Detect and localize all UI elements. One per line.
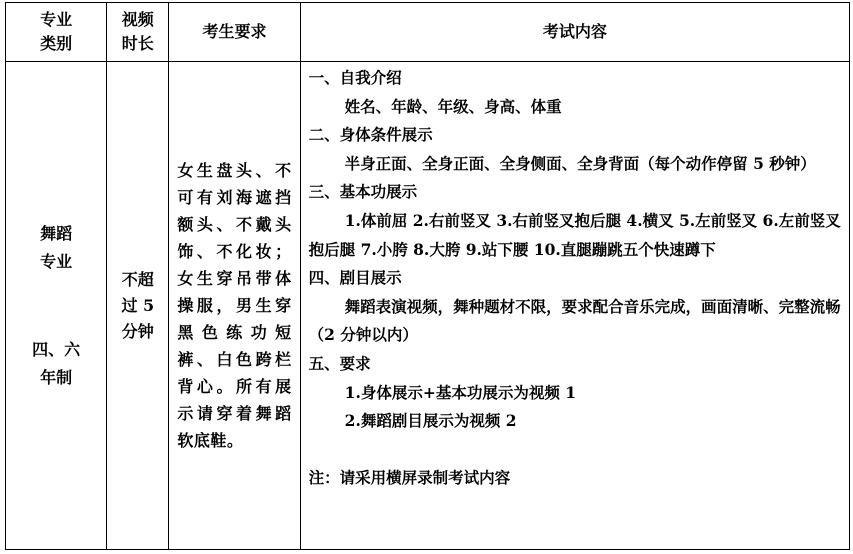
header-duration-line1: 视频 [121, 10, 154, 29]
program-line2: 年制 [40, 367, 73, 387]
duration-line1: 不超 [121, 269, 154, 289]
header-duration-line2: 时长 [121, 34, 154, 53]
requirements-cell: 女生盘头、不可有刘海遮挡额头、不戴头饰、不化妆；女生穿吊带体操服，男生穿黑色练功短裤、白色跨栏背心。所有展示请穿着舞蹈软底鞋。 [169, 62, 300, 550]
section-5-item-1: 1.身体展示+基本功展示为视频 1 [344, 382, 577, 402]
program-line1: 四、六 [32, 339, 81, 359]
section-5-title: 五、要求 [308, 353, 371, 373]
header-video-duration [107, 3, 169, 62]
duration-line2: 过 5 [121, 295, 155, 315]
section-5-item-2: 2.舞蹈剧目展示为视频 2 [344, 411, 517, 431]
section-2-text: 半身正面、全身正面、全身侧面、全身背面（每个动作停留 5 秒钟） [344, 153, 816, 173]
header-row [6, 3, 850, 62]
section-3-text: 1.体前屈 2.右前竖叉 3.右前竖叉抱后腿 4.横叉 5.左前竖叉 6.左前竖叉抱后腿 7.小胯 8.大胯 9.站下腰 10.直腿蹦跳五个快速蹲下 [308, 210, 841, 259]
header-candidate-requirements: 考生要求 [169, 3, 300, 62]
note: 注：请采用横屏录制考试内容 [308, 467, 511, 487]
duration-cell [107, 62, 169, 550]
content-cell [300, 62, 849, 550]
header-major-line1: 专业 [40, 10, 73, 29]
major-line1: 舞蹈 [40, 223, 73, 243]
section-2-title: 二、身体条件展示 [308, 125, 433, 145]
header-major-line2: 类别 [40, 34, 73, 53]
header-major-category [6, 3, 107, 62]
section-4-text: 舞蹈表演视频，舞种题材不限，要求配合音乐完成，画面清晰、完整流畅（2 分钟以内） [308, 296, 841, 345]
section-1-title: 一、自我介绍 [308, 68, 402, 87]
exam-requirements-table [5, 2, 850, 550]
section-3-title: 三、基本功展示 [308, 182, 418, 202]
section-4-title: 四、剧目展示 [308, 268, 402, 288]
duration-line3: 分钟 [121, 321, 154, 341]
major-line2: 专业 [40, 251, 73, 271]
major-cell [6, 62, 107, 550]
section-1-text: 姓名、年龄、年级、身高、体重 [344, 96, 562, 116]
table-row [6, 62, 850, 550]
header-exam-content: 考试内容 [300, 3, 849, 62]
